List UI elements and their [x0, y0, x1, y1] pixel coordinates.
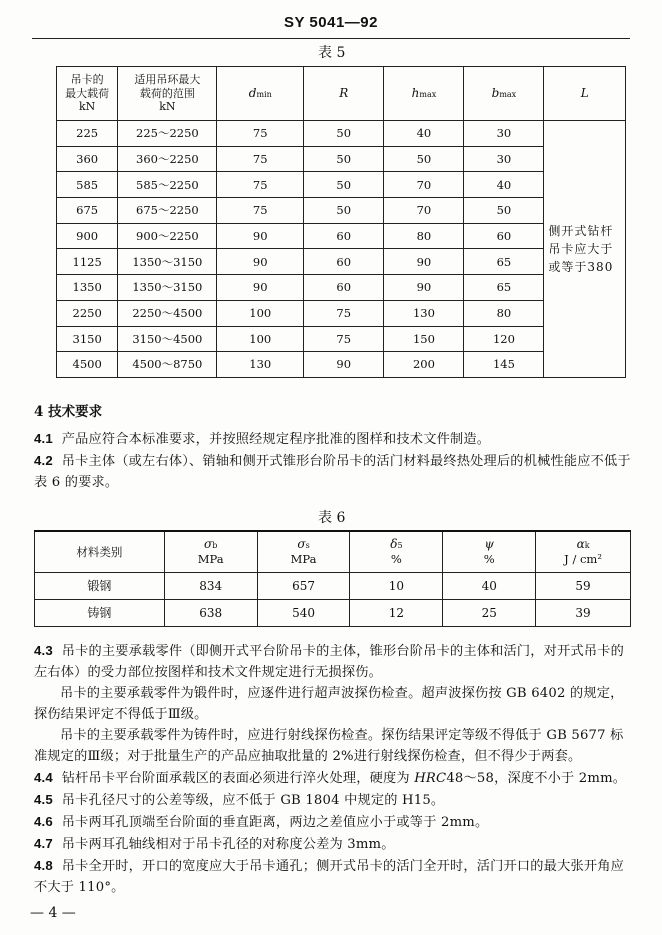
table-cell: 3150～4500 [118, 326, 217, 352]
table-cell: 120 [464, 326, 544, 352]
table-cell: 30 [464, 146, 544, 172]
table-cell: 2250～4500 [118, 300, 217, 326]
table-cell: 100 [217, 326, 304, 352]
table-cell: 100 [217, 300, 304, 326]
standard-header: SY 5041—92 [284, 14, 378, 31]
table-cell: 585～2250 [118, 172, 217, 198]
table-cell: 225 [57, 121, 118, 147]
table-row [57, 249, 626, 275]
table5-col-ring-range: 适用吊环最大 载荷的范围 kN [118, 67, 217, 121]
table-cell: 4500～8750 [118, 352, 217, 378]
section-4-title: 4 技术要求 [34, 404, 103, 420]
table-cell: 1350～3150 [118, 249, 217, 275]
table-cell: 360～2250 [118, 146, 217, 172]
table-cell: 75 [217, 121, 304, 147]
table6 [34, 530, 631, 627]
table-cell: 50 [304, 121, 384, 147]
table-cell: 60 [304, 223, 384, 249]
paragraph-4-3: 4.3 吊卡的主要承载零件（即侧开式平台阶吊卡的主体，锥形台阶吊卡的主体和活门，对开式吊卡的左右体）的受力部位按图样和技术文件规定进行无损探伤。 [34, 643, 625, 680]
table-cell: 铸钢 [35, 600, 165, 627]
table-cell: 60 [304, 249, 384, 275]
table-cell: 40 [464, 172, 544, 198]
paragraph-4-7: 4.7 吊卡两耳孔轴线相对于吊卡孔径的对称度公差为 3mm。 [34, 836, 395, 852]
table-cell: 90 [304, 352, 384, 378]
table-row [35, 573, 631, 600]
table-cell: 90 [217, 275, 304, 301]
table-cell: 70 [384, 172, 464, 198]
table-cell: 90 [384, 275, 464, 301]
table-cell: 50 [464, 198, 544, 224]
table-cell: 39 [536, 600, 631, 627]
paragraph-4-1: 4.1 产品应符合本标准要求，并按照经规定程序批准的图样和技术文件制造。 [34, 431, 491, 447]
table-cell: 75 [304, 300, 384, 326]
table-row [57, 198, 626, 224]
table-cell: 75 [217, 172, 304, 198]
table-cell: 225～2250 [118, 121, 217, 147]
table-row [57, 223, 626, 249]
table-cell: 50 [304, 198, 384, 224]
table-cell: 900 [57, 223, 118, 249]
table-cell: 3150 [57, 326, 118, 352]
table-cell: 900～2250 [118, 223, 217, 249]
table6-header-row [35, 531, 631, 573]
table-cell: 150 [384, 326, 464, 352]
table6-col-yield: σs MPa [257, 531, 350, 573]
table-cell: 4500 [57, 352, 118, 378]
table-cell: 90 [217, 249, 304, 275]
table-cell: 60 [464, 223, 544, 249]
paragraph-4-3-casting: 吊卡的主要承载零件为铸件时，应进行射线探伤检查。探伤结果评定等级不得低于 GB 5677 标准规定的Ⅲ级；对于批量生产的产品应抽取批量的 2%进行射线探伤检查，但不得少于两套。 [34, 728, 624, 764]
table-cell: 50 [304, 146, 384, 172]
paragraph-4-8: 4.8 吊卡全开时，开口的宽度应大于吊卡通孔；侧开式吊卡的活门全开时，活门开口的最大张开角应不大于 110°。 [34, 858, 625, 895]
table-cell: 40 [384, 121, 464, 147]
table5-col-hmax: hmax [384, 67, 464, 121]
table-cell: 200 [384, 352, 464, 378]
table6-col-tensile: σb MPa [164, 531, 257, 573]
table-cell: 80 [464, 300, 544, 326]
table-cell: 145 [464, 352, 544, 378]
section-4-intro [34, 428, 634, 493]
table-cell: 30 [464, 121, 544, 147]
table6-col-elongation: δ5 % [350, 531, 443, 573]
paragraph-4-3-forging: 吊卡的主要承载零件为锻件时，应逐件进行超声波探伤检查。超声波探伤按 GB 6402 的规定，探伤结果评定不得低于Ⅲ级。 [34, 686, 624, 722]
table-cell: 675～2250 [118, 198, 217, 224]
table-cell: 12 [350, 600, 443, 627]
table5-caption: 表 5 [318, 45, 346, 61]
table5-col-dmin: dmin [217, 67, 304, 121]
header-rule [32, 38, 630, 39]
paragraph-4-2: 4.2 吊卡主体（或左右体）、销轴和侧开式锥形台阶吊卡的活门材料最终热处理后的机械性能应不低于表 6 的要求。 [34, 453, 631, 490]
table-row [57, 326, 626, 352]
table-cell: 130 [384, 300, 464, 326]
table-cell: 1350～3150 [118, 275, 217, 301]
table5-l-note: 侧开式钻杆吊卡应大于或等于380 [544, 121, 626, 378]
table-cell: 锻钢 [35, 573, 165, 600]
table-row [57, 300, 626, 326]
table-cell: 75 [304, 326, 384, 352]
table-row [57, 121, 626, 147]
table-row [35, 600, 631, 627]
table-row [57, 172, 626, 198]
table-cell: 360 [57, 146, 118, 172]
table-cell: 2250 [57, 300, 118, 326]
table-cell: 675 [57, 198, 118, 224]
table5-col-r: R [304, 67, 384, 121]
page-number: — 4 — [30, 905, 76, 921]
table-cell: 65 [464, 275, 544, 301]
table-cell: 10 [350, 573, 443, 600]
table-cell: 75 [217, 146, 304, 172]
paragraph-4-5: 4.5 吊卡孔径尺寸的公差等级，应不低于 GB 1804 中规定的 H15。 [34, 792, 445, 808]
table-cell: 40 [443, 573, 536, 600]
table-cell: 50 [304, 172, 384, 198]
table-cell: 60 [304, 275, 384, 301]
table-cell: 65 [464, 249, 544, 275]
table-cell: 59 [536, 573, 631, 600]
table6-col-reduction: ψ % [443, 531, 536, 573]
table-cell: 75 [217, 198, 304, 224]
table-row [57, 146, 626, 172]
table-cell: 25 [443, 600, 536, 627]
table6-col-material: 材料类别 [35, 531, 165, 573]
table5-col-max-load: 吊卡的 最大载荷 kN [57, 67, 118, 121]
table-cell: 585 [57, 172, 118, 198]
table-cell: 657 [257, 573, 350, 600]
table-cell: 1125 [57, 249, 118, 275]
table6-col-impact: αk J / cm² [536, 531, 631, 573]
table-row [57, 352, 626, 378]
table-cell: 50 [384, 146, 464, 172]
paragraph-4-6: 4.6 吊卡两耳孔顶端至台阶面的垂直距离，两边之差值应小于或等于 2mm。 [34, 814, 489, 830]
table6-caption: 表 6 [318, 510, 346, 526]
section-4-body [34, 640, 634, 898]
table-cell: 90 [384, 249, 464, 275]
table-cell: 130 [217, 352, 304, 378]
table5-header-row [57, 67, 626, 121]
table5-col-l: L [544, 67, 626, 121]
table5-col-bmax: bmax [464, 67, 544, 121]
table-cell: 540 [257, 600, 350, 627]
paragraph-4-4: 4.4 钻杆吊卡平台阶面承载区的表面必须进行淬火处理，硬度为 HRC48～58，深度不小于 2mm。 [34, 770, 627, 786]
table-row [57, 275, 626, 301]
table5 [56, 66, 626, 378]
table-cell: 834 [164, 573, 257, 600]
table-cell: 1350 [57, 275, 118, 301]
table-cell: 638 [164, 600, 257, 627]
table-cell: 70 [384, 198, 464, 224]
table-cell: 90 [217, 223, 304, 249]
table-cell: 80 [384, 223, 464, 249]
